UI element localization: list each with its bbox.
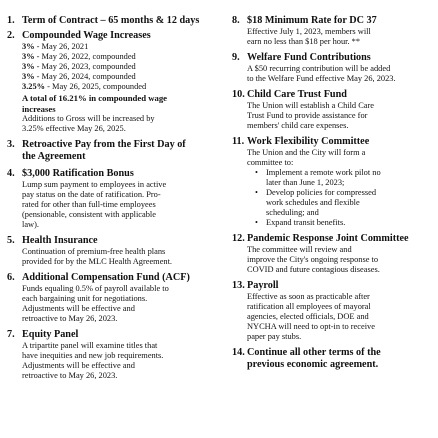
rate-percent: 3% xyxy=(22,62,35,71)
item-content xyxy=(22,329,223,381)
body-line: law). xyxy=(22,220,39,229)
body-line: agencies, elected officials, DOE and xyxy=(247,312,369,321)
item-heading: Equity Panel xyxy=(22,329,79,340)
item-number: 2. xyxy=(7,30,15,41)
rate-percent: 3.25% xyxy=(22,82,46,91)
left-column xyxy=(7,15,223,381)
item-11 xyxy=(232,136,436,228)
item-number: 4. xyxy=(7,168,15,179)
item-content xyxy=(22,272,223,324)
item-number: 6. xyxy=(7,272,15,283)
item-heading: Work Flexibility Committee xyxy=(247,136,370,147)
item-heading: Continue all other terms of the xyxy=(247,347,381,358)
rate-date: - May 26, 2024, compounded xyxy=(34,72,136,81)
bullet-line: later than June 1, 2023; xyxy=(266,178,345,187)
item-10 xyxy=(232,89,436,131)
rate-percent: 3% xyxy=(22,42,35,51)
body-line: Adjustments will be effective and xyxy=(22,304,135,313)
item-number: 5. xyxy=(7,235,15,246)
wage-rate-row xyxy=(22,82,223,92)
body-line: retroactive to May 26, 2023. xyxy=(22,314,118,323)
bullet-line: • Expand transit benefits. xyxy=(266,218,346,227)
item-heading: Payroll xyxy=(247,280,279,291)
item-number: 14. xyxy=(232,347,245,358)
body-line: paper pay stubs. xyxy=(247,332,302,341)
item-number: 11. xyxy=(232,136,245,147)
item-heading: Compounded Wage Increases xyxy=(22,30,151,41)
item-heading: Retroactive Pay from the First Day of xyxy=(22,139,186,150)
body-line: have inequities and new job requirements. xyxy=(22,351,164,360)
item-heading: Child Care Trust Fund xyxy=(247,89,347,100)
item-14 xyxy=(232,347,436,371)
item-content xyxy=(22,168,223,230)
body-line: A $50 recurring contribution will be added xyxy=(247,64,391,73)
body-line: retroactive to May 26, 2023. xyxy=(22,371,118,380)
body-line: NYCHA will need to opt-in to receive xyxy=(247,322,375,331)
right-column xyxy=(232,15,436,371)
bullet-item xyxy=(247,188,436,218)
wage-rate-row xyxy=(22,42,223,52)
item-2 xyxy=(7,30,223,134)
body-line: provided for by the MLC Health Agreement. xyxy=(22,257,173,266)
item-3 xyxy=(7,139,223,163)
bullet-list xyxy=(247,168,436,228)
item-content xyxy=(247,280,436,342)
rate-date: - May 26, 2021 xyxy=(34,42,89,51)
item-content xyxy=(247,89,436,131)
item-number: 13. xyxy=(232,280,245,291)
wage-rate-row xyxy=(22,52,223,62)
rate-date: - May 26, 2023, compounded xyxy=(34,62,136,71)
item-heading: Term of Contract – 65 months & 12 days xyxy=(22,15,200,26)
bullet-item xyxy=(247,218,436,228)
bullet-item xyxy=(247,168,436,188)
body-line: COVID and future contagious diseases. xyxy=(247,265,380,274)
item-13 xyxy=(232,280,436,342)
item-content xyxy=(247,52,436,84)
rate-date: - May 26, 2022, compounded xyxy=(34,52,136,61)
item-content xyxy=(22,235,223,267)
item-12 xyxy=(232,233,436,275)
item-6 xyxy=(7,272,223,324)
body-line: Effective as soon as practicable after xyxy=(247,292,370,301)
item-heading: $3,000 Ratification Bonus xyxy=(22,168,134,179)
item-heading: Pandemic Response Joint Committee xyxy=(247,233,409,244)
bullet-line: work schedules and flexible xyxy=(266,198,360,207)
item-number: 7. xyxy=(7,329,15,340)
body-line: Trust Fund to provide assistance for xyxy=(247,111,368,120)
item-content xyxy=(22,30,223,134)
item-1 xyxy=(7,15,223,27)
item-8 xyxy=(232,15,436,47)
item-number: 3. xyxy=(7,139,15,150)
body-line: each bargaining unit for negotiations. xyxy=(22,294,148,303)
body-line: ratification all employees of mayoral xyxy=(247,302,371,311)
body-line: rated for other than full-time employees xyxy=(22,200,156,209)
item-heading: previous economic agreement. xyxy=(247,359,379,370)
wage-total-line: increases xyxy=(22,103,56,114)
body-line: Funds equaling 0.5% of payroll available to xyxy=(22,284,169,293)
item-content xyxy=(247,136,436,228)
item-content xyxy=(247,15,436,47)
item-9 xyxy=(232,52,436,84)
body-line: pay status on the date of ratification. Pro- xyxy=(22,190,161,199)
rate-date: - May 26, 2025, compounded xyxy=(45,82,147,91)
body-line: The Union will establish a Child Care xyxy=(247,101,374,110)
body-line: committee to: xyxy=(247,158,294,167)
body-line: improve the City's ongoing response to xyxy=(247,255,379,264)
item-content xyxy=(247,233,436,275)
body-line: Lump sum payment to employees in active xyxy=(22,180,167,189)
bullet-line: • Develop policies for compressed xyxy=(266,188,377,197)
body-line: (pensionable, consistent with applicable xyxy=(22,210,156,219)
body-line: Effective July 1, 2023, members will xyxy=(247,27,371,36)
item-number: 8. xyxy=(232,15,240,26)
item-number: 9. xyxy=(232,52,240,63)
item-heading: the Agreement xyxy=(22,151,86,162)
bullet-line: • Implement a remote work pilot no xyxy=(266,168,381,177)
body-line: earn no less than $18 per hour. ** xyxy=(247,37,361,46)
wage-rate-row xyxy=(22,62,223,72)
item-number: 1. xyxy=(7,15,15,26)
item-number: 10. xyxy=(232,89,245,100)
item-heading: $18 Minimum Rate for DC 37 xyxy=(247,15,377,26)
item-content xyxy=(247,347,436,371)
item-4 xyxy=(7,168,223,230)
body-line: members' child care expenses. xyxy=(247,121,349,130)
body-line: The Union and the City will form a xyxy=(247,148,366,157)
body-line: A tripartite panel will examine titles that xyxy=(22,341,158,350)
item-content xyxy=(22,15,223,27)
wage-rate-row xyxy=(22,72,223,82)
item-7 xyxy=(7,329,223,381)
item-heading: Additional Compensation Fund (ACF) xyxy=(22,272,190,283)
item-number: 12. xyxy=(232,233,245,244)
rate-percent: 3% xyxy=(22,52,35,61)
wage-total-line: A total of 16.21% in compounded wage xyxy=(22,93,168,103)
body-line: to the Welfare Fund effective May 26, 2023. xyxy=(247,74,396,83)
bullet-line: scheduling; and xyxy=(266,208,319,217)
item-heading: Welfare Fund Contributions xyxy=(247,52,371,63)
body-line: Continuation of premium-free health plans xyxy=(22,247,166,256)
item-5 xyxy=(7,235,223,267)
body-line: The committee will review and xyxy=(247,245,352,254)
item-heading: Health Insurance xyxy=(22,235,98,246)
body-line: 3.25% effective May 26, 2025. xyxy=(22,124,126,133)
rate-percent: 3% xyxy=(22,72,35,81)
item-content xyxy=(22,139,223,163)
body-line: Additions to Gross will be increased by xyxy=(22,114,155,123)
body-line: Adjustments will be effective and xyxy=(22,361,135,370)
